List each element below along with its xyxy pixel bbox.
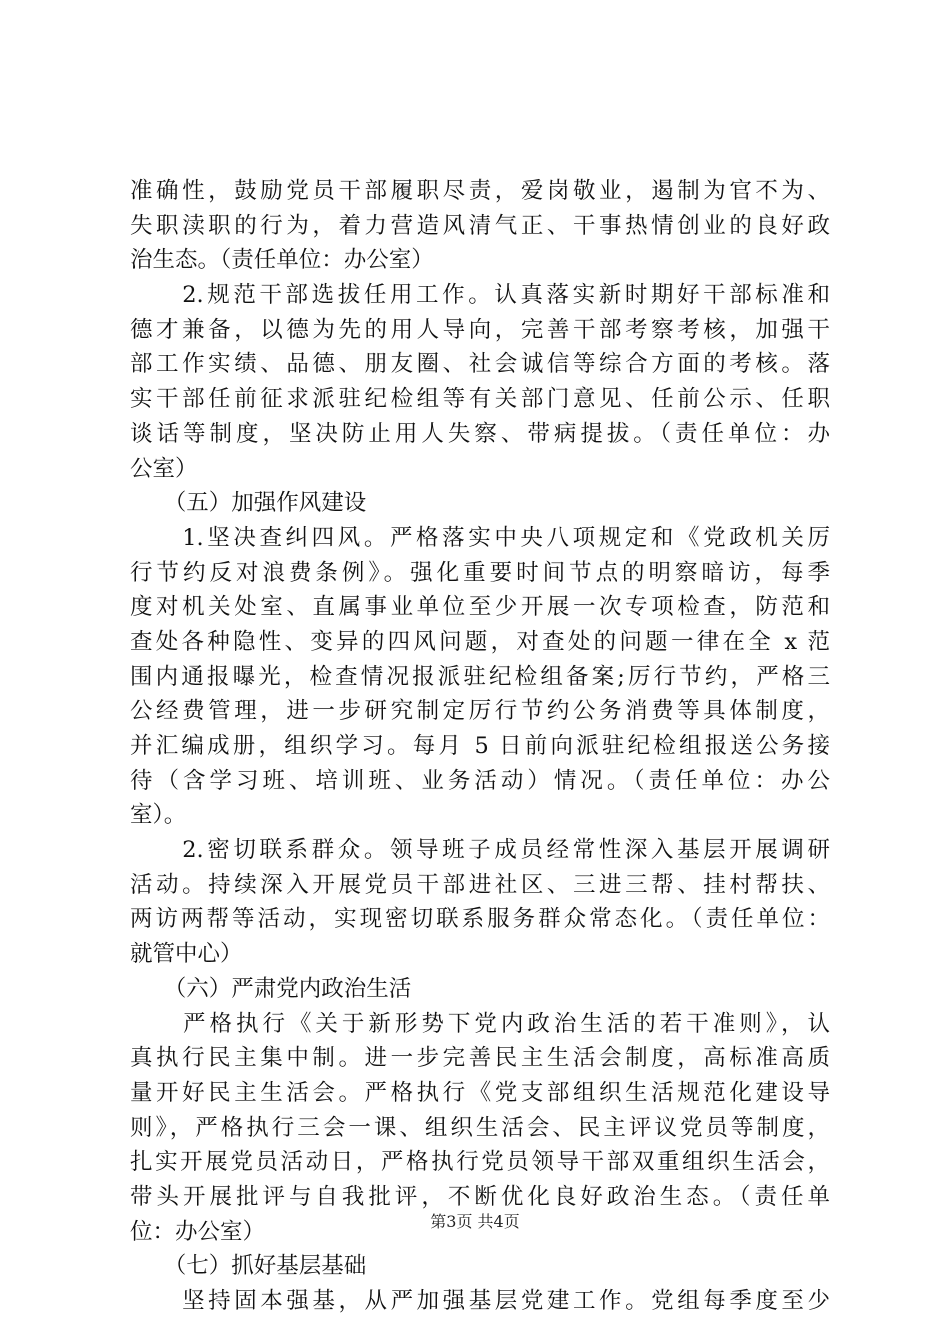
text-line: 准确性，鼓励党员干部履职尽责，爱岗敬业，遏制为官不为、 <box>130 178 830 204</box>
text-line: （五）加强作风建设 <box>130 490 367 517</box>
text-line: 就管中心） <box>130 941 243 968</box>
text-line: 部工作实绩、品德、朋友圈、社会诚信等综合方面的考核。落 <box>130 351 830 378</box>
text-line: 治生态。（责任单位：办公室） <box>130 247 434 274</box>
text-line: （七）抓好基层基础 <box>130 1253 367 1280</box>
text-line: 公经费管理，进一步研究制定厉行节约公务消费等具体制度， <box>130 698 830 725</box>
text-line: 1.坚决查纠四风。严格落实中央八项规定和《党政机关厉 <box>130 524 830 551</box>
text-line: 行节约反对浪费条例》。强化重要时间节点的明察暗访，每季 <box>130 559 830 586</box>
text-line: 并汇编成册，组织学习。每月 5 日前向派驻纪检组报送公务接 <box>130 733 830 759</box>
text-line: 位：办公室） <box>130 1218 266 1245</box>
text-line: 带头开展批评与自我批评，不断优化良好政治生态。（责任单 <box>130 1183 830 1210</box>
text-line: 失职渎职的行为，着力营造风清气正、干事热情创业的良好政 <box>130 212 830 239</box>
text-line: 2.密切联系群众。领导班子成员经常性深入基层开展调研 <box>130 837 830 864</box>
text-line: 真执行民主集中制。进一步完善民主生活会制度，高标准高质 <box>130 1045 830 1072</box>
text-line: 公室） <box>130 455 198 482</box>
text-line: 两访两帮等活动，实现密切联系服务群众常态化。（责任单位： <box>130 906 830 933</box>
text-line: 度对机关处室、直属事业单位至少开展一次专项检查，防范和 <box>130 594 830 621</box>
text-line: 德才兼备，以德为先的用人导向，完善干部考察考核，加强干 <box>130 316 830 343</box>
text-line: 扎实开展党员活动日，严格执行党员领导干部双重组织生活会， <box>130 1149 830 1176</box>
text-line: 严格执行《关于新形势下党内政治生活的若干准则》，认 <box>130 1010 830 1037</box>
document-body <box>130 174 830 1319</box>
page-footer: 第3页 共4页 <box>430 1212 520 1231</box>
text-line: 查处各种隐性、变异的四风问题，对查处的问题一律在全 x 范 <box>130 628 830 655</box>
text-line: 待（含学习班、培训班、业务活动）情况。（责任单位：办公 <box>130 767 830 794</box>
text-line: 围内通报曝光，检查情况报派驻纪检组备案;厉行节约，严格三 <box>130 663 830 690</box>
text-line: 谈话等制度，坚决防止用人失察、带病提拔。（责任单位：办 <box>130 420 830 447</box>
text-line: 坚持固本强基，从严加强基层党建工作。党组每季度至少 <box>130 1288 830 1314</box>
text-line: 则》，严格执行三会一课、组织生活会、民主评议党员等制度， <box>130 1114 830 1141</box>
text-line: 室）。 <box>130 802 187 829</box>
text-line: 活动。持续深入开展党员干部进社区、三进三帮、挂村帮扶、 <box>130 871 830 898</box>
text-line: 2.规范干部选拔任用工作。认真落实新时期好干部标准和 <box>130 282 830 309</box>
text-line: （六）严肃党内政治生活 <box>130 975 412 1002</box>
text-line: 实干部任前征求派驻纪检组等有关部门意见、任前公示、任职 <box>130 386 830 413</box>
text-line: 量开好民主生活会。严格执行《党支部组织生活规范化建设导 <box>130 1079 830 1106</box>
